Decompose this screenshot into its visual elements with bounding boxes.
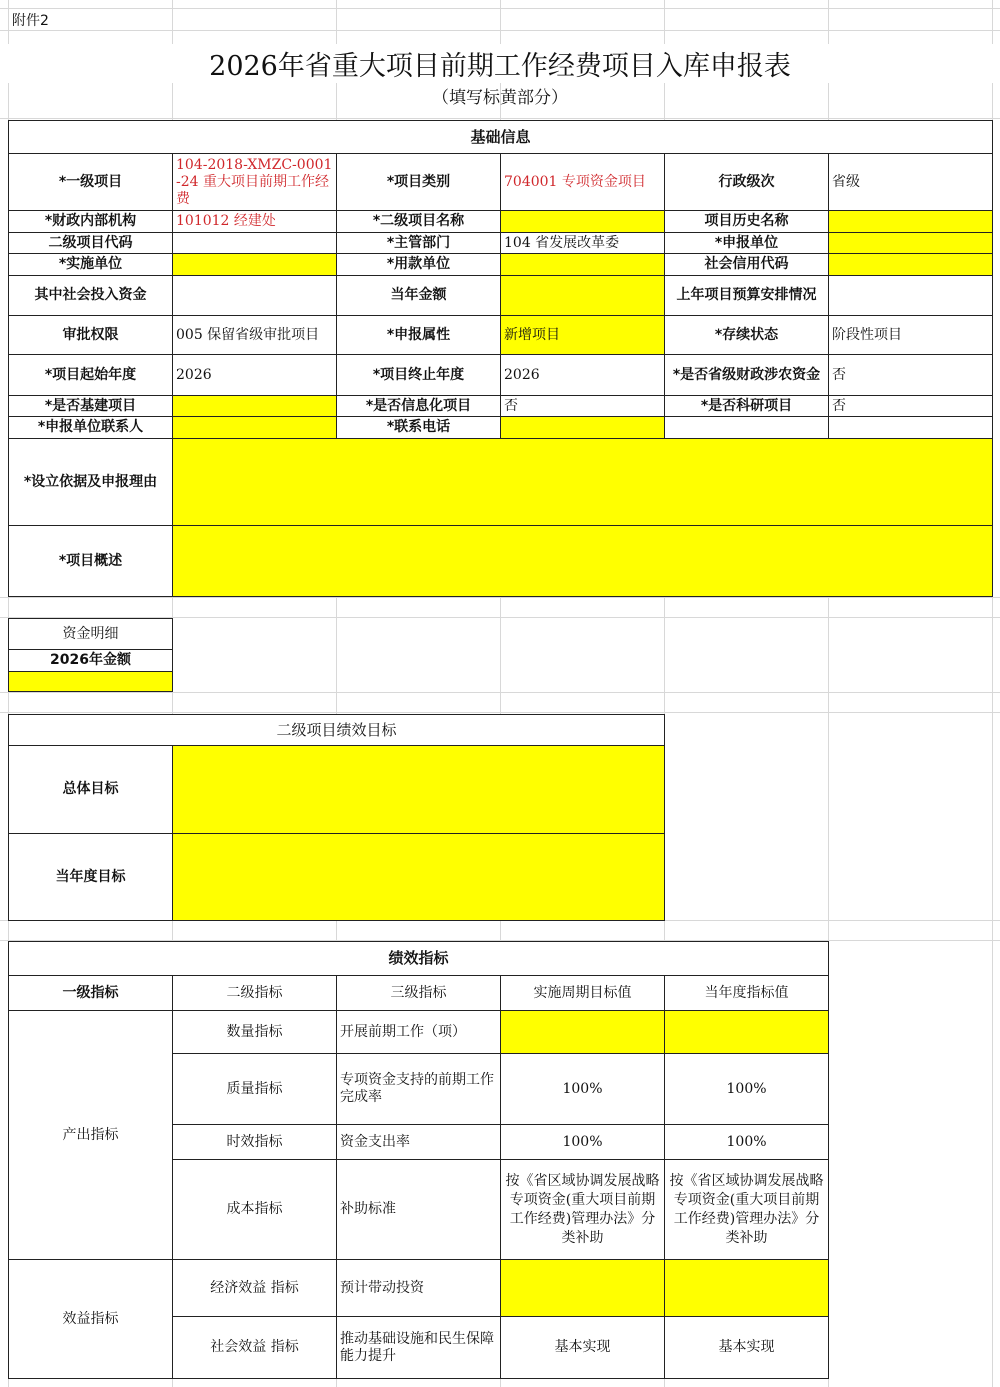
kpi-header-annual-target: 当年度指标值 [665,976,829,1011]
kpi-period-target[interactable]: 100% [501,1125,665,1160]
basis-reason-field[interactable] [173,439,993,526]
infrastructure-project-field[interactable] [173,396,337,417]
kpi-level3: 推动基础设施和民生保障能力提升 [337,1317,501,1379]
kpi-table [8,941,829,1379]
kpi-level2: 质量指标 [173,1054,337,1125]
kpi-level3: 补助标准 [337,1160,501,1260]
research-project-label: *是否科研项目 [665,396,829,417]
kpi-level2: 经济效益 指标 [173,1260,337,1317]
end-year-value[interactable]: 2026 [501,355,665,396]
kpi-title: 绩效指标 [9,942,829,976]
it-project-value[interactable]: 否 [501,396,665,417]
overall-goal-label: 总体目标 [9,746,173,834]
second-level-name-field[interactable] [501,211,665,233]
agri-fund-value[interactable]: 否 [829,355,993,396]
project-category-label: *项目类别 [337,154,501,211]
application-attribute-label: *申报属性 [337,316,501,355]
second-level-code-value[interactable] [173,233,337,254]
supervisor-dept-value[interactable]: 104 省发展改革委 [501,233,665,254]
finance-dept-label: *财政内部机构 [9,211,173,233]
kpi-header-period-target: 实施周期目标值 [501,976,665,1011]
benefit-indicator-group: 效益指标 [9,1260,173,1379]
kpi-annual-target[interactable]: 基本实现 [665,1317,829,1379]
table-row [9,1011,829,1054]
fund-user-unit-label: *用款单位 [337,254,501,276]
kpi-level3: 开展前期工作（项） [337,1011,501,1054]
social-investment-label: 其中社会投入资金 [9,276,173,316]
second-level-name-label: *二级项目名称 [337,211,501,233]
funds-table [8,618,173,692]
kpi-level3: 专项资金支持的前期工作完成率 [337,1054,501,1125]
basic-info-table [8,120,993,597]
contact-person-label: *申报单位联系人 [9,417,173,439]
start-year-label: *项目起始年度 [9,355,173,396]
goals-table [8,714,665,921]
credit-code-field[interactable] [829,254,993,276]
continuation-status-label: *存续状态 [665,316,829,355]
approval-authority-label: 审批权限 [9,316,173,355]
application-attribute-value[interactable]: 新增项目 [501,316,665,355]
end-year-label: *项目终止年度 [337,355,501,396]
annual-goal-field[interactable] [173,834,665,921]
last-year-budget-label: 上年项目预算安排情况 [665,276,829,316]
kpi-period-target[interactable]: 基本实现 [501,1317,665,1379]
blank-value [829,417,993,439]
kpi-header-level1: 一级指标 [9,976,173,1011]
start-year-value[interactable]: 2026 [173,355,337,396]
first-level-project-label: *一级项目 [9,154,173,211]
research-project-value[interactable]: 否 [829,396,993,417]
kpi-header-level2: 二级指标 [173,976,337,1011]
basis-reason-label: *设立依据及申报理由 [9,439,173,526]
continuation-status-value[interactable]: 阶段性项目 [829,316,993,355]
kpi-level2: 数量指标 [173,1011,337,1054]
blank-label [665,417,829,439]
kpi-period-target-field[interactable] [501,1260,665,1317]
kpi-level2: 时效指标 [173,1125,337,1160]
project-category-value[interactable]: 704001 专项资金项目 [501,154,665,211]
supervisor-dept-label: *主管部门 [337,233,501,254]
kpi-annual-target-field[interactable] [665,1011,829,1054]
kpi-period-target-field[interactable] [501,1011,665,1054]
overall-goal-field[interactable] [173,746,665,834]
attachment-label: 附件2 [12,13,49,29]
current-year-amount-field[interactable] [501,276,665,316]
approval-authority-value[interactable]: 005 保留省级审批项目 [173,316,337,355]
output-indicator-group: 产出指标 [9,1011,173,1260]
applicant-unit-label: *申报单位 [665,233,829,254]
project-overview-field[interactable] [173,526,993,597]
first-level-project-value[interactable]: 104-2018-XMZC-0001-24 重大项目前期工作经费 [173,154,337,211]
project-history-name-label: 项目历史名称 [665,211,829,233]
implementing-unit-label: *实施单位 [9,254,173,276]
table-row [9,1260,829,1317]
funds-detail-title: 资金明细 [9,619,173,650]
kpi-period-target[interactable]: 100% [501,1054,665,1125]
goals-title: 二级项目绩效目标 [9,715,665,746]
kpi-level2: 社会效益 指标 [173,1317,337,1379]
contact-phone-field[interactable] [501,417,665,439]
last-year-budget-value[interactable] [829,276,993,316]
kpi-level2: 成本指标 [173,1160,337,1260]
project-overview-label: *项目概述 [9,526,173,597]
infrastructure-project-label: *是否基建项目 [9,396,173,417]
contact-person-field[interactable] [173,417,337,439]
kpi-annual-target-field[interactable] [665,1260,829,1317]
kpi-level3: 资金支出率 [337,1125,501,1160]
social-investment-value[interactable] [173,276,337,316]
kpi-period-target[interactable]: 按《省区域协调发展战略专项资金(重大项目前期工作经费)管理办法》分类补助 [501,1160,665,1260]
finance-dept-value[interactable]: 101012 经建处 [173,211,337,233]
kpi-level3: 预计带动投资 [337,1260,501,1317]
basic-info-section-title: 基础信息 [9,121,993,154]
kpi-header-level3: 三级指标 [337,976,501,1011]
fund-user-unit-field[interactable] [501,254,665,276]
applicant-unit-field[interactable] [829,233,993,254]
kpi-annual-target[interactable]: 100% [665,1054,829,1125]
kpi-annual-target[interactable]: 100% [665,1125,829,1160]
page-title: 2026年省重大项目前期工作经费项目入库申报表 [0,44,1000,83]
implementing-unit-field[interactable] [173,254,337,276]
it-project-label: *是否信息化项目 [337,396,501,417]
agri-fund-label: *是否省级财政涉农资金 [665,355,829,396]
page-subtitle: （填写标黄部分） [432,88,568,108]
credit-code-label: 社会信用代码 [665,254,829,276]
funds-amount-field[interactable] [9,672,173,692]
kpi-annual-target[interactable]: 按《省区域协调发展战略专项资金(重大项目前期工作经费)管理办法》分类补助 [665,1160,829,1260]
current-year-amount-label: 当年金额 [337,276,501,316]
admin-level-value[interactable]: 省级 [829,154,993,211]
project-history-name-field[interactable] [829,211,993,233]
annual-goal-label: 当年度目标 [9,834,173,921]
funds-year-label: 2026年金额 [9,650,173,672]
admin-level-label: 行政级次 [665,154,829,211]
contact-phone-label: *联系电话 [337,417,501,439]
second-level-code-label: 二级项目代码 [9,233,173,254]
